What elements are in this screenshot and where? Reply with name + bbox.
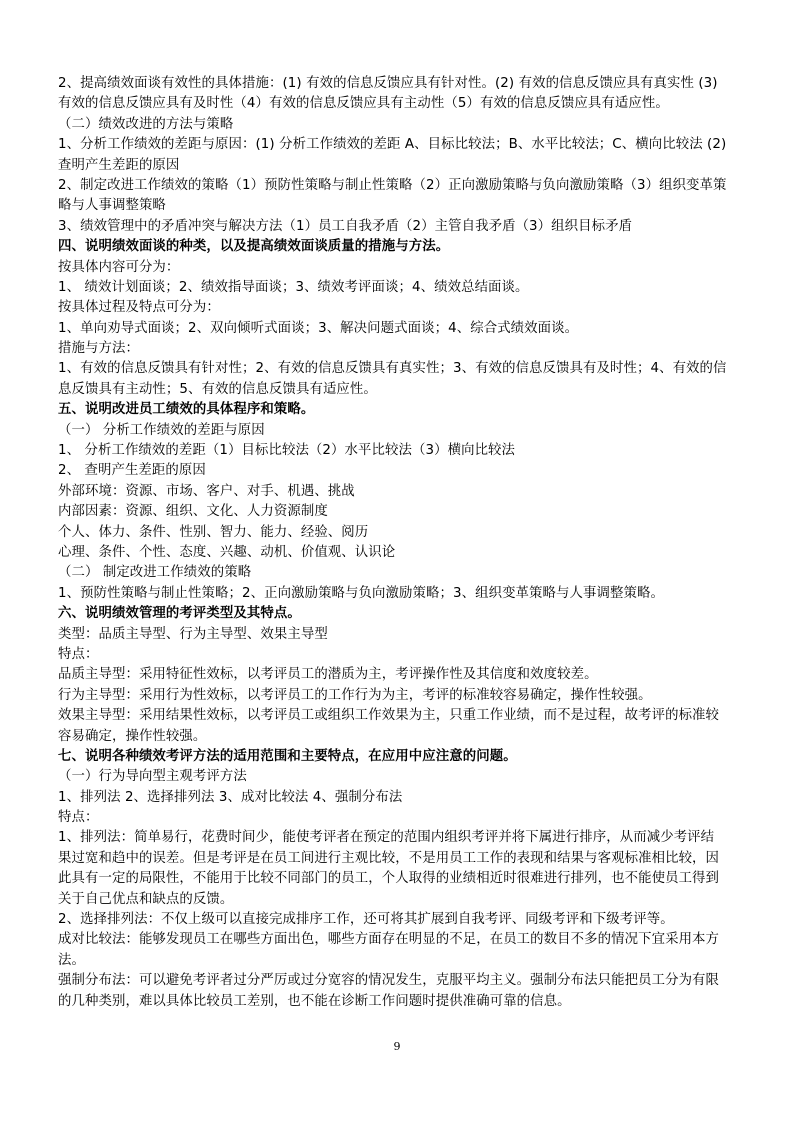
text-line: 果过宽和趋中的误差。但是考评是在员工间进行主观比较，不是用员工工作的表现和结果与客观标准相比较，因 [58, 850, 720, 866]
section-heading: 五、说明改进员工绩效的具体程序和策略。 [58, 402, 315, 418]
text-line: 行为主导型：采用行为性效标，以考评员工的工作行为为主，考评的标准较容易确定，操作性较强。 [58, 687, 652, 703]
section-heading: 六、说明绩效管理的考评类型及其特点。 [58, 606, 301, 622]
text-line: （一）行为导向型主观考评方法 [58, 769, 247, 785]
text-line: 1、有效的信息反馈具有针对性；2、有效的信息反馈具有真实性；3、有效的信息反馈具有及时性；4、有效的信 [58, 361, 727, 377]
text-line: 成对比较法：能够发现员工在哪些方面出色，哪些方面存在明显的不足，在员工的数目不多的情况下宜采用本方 [58, 932, 720, 948]
section-heading: 四、说明绩效面谈的种类，以及提高绩效面谈质量的措施与方法。 [58, 239, 450, 255]
text-line: 的几种类别，难以具体比较员工差别，也不能在诊断工作问题时提供准确可靠的信息。 [58, 993, 571, 1009]
text-line: 强制分布法：可以避免考评者过分严厉或过分宽容的情况发生，克服平均主义。强制分布法只能把员工分为有限 [58, 973, 720, 989]
text-line: 效果主导型：采用结果性效标，以考评员工或组织工作效果为主，只重工作业绩，而不是过程，故考评的标准较 [58, 708, 720, 724]
text-line: 1、单向劝导式面谈；2、双向倾听式面谈；3、解决问题式面谈；4、综合式绩效面谈。 [58, 320, 579, 336]
text-line: 1、排列法 2、选择排列法 3、成对比较法 4、强制分布法 [58, 789, 403, 805]
document-body [58, 74, 740, 1012]
text-line: 特点： [58, 810, 99, 826]
text-line: 特点： [58, 646, 99, 662]
text-line: （二） 制定改进工作绩效的策略 [58, 565, 252, 581]
text-line: 心理、条件、个性、态度、兴趣、动机、价值观、认识论 [58, 544, 396, 560]
text-line: （二）绩效改进的方法与策略 [58, 116, 234, 132]
text-line: 容易确定，操作性较强。 [58, 728, 207, 744]
text-line: 1、排列法：简单易行，花费时间少，能使考评者在预定的范围内组织考评并将下属进行排序，从而减少考评结 [58, 830, 715, 846]
text-line: 1、预防性策略与制止性策略；2、正向激励策略与负向激励策略；3、组织变革策略与人事调整策略。 [58, 585, 664, 601]
text-line: 2、 查明产生差距的原因 [58, 463, 206, 479]
text-line: 措施与方法： [58, 341, 139, 357]
text-line: （一） 分析工作绩效的差距与原因 [58, 422, 265, 438]
text-line: 有效的信息反馈应具有及时性（4）有效的信息反馈应具有主动性（5）有效的信息反馈应具有适应性。 [58, 96, 669, 112]
text-line: 查明产生差距的原因 [58, 157, 180, 173]
text-line: 按具体过程及特点可分为： [58, 300, 220, 316]
text-line: 1、 绩效计划面谈；2、绩效指导面谈；3、绩效考评面谈；4、绩效总结面谈。 [58, 279, 529, 295]
text-line: 此具有一定的局限性，不能用于比较不同部门的员工，个人取得的业绩相近时很难进行排列，也不能使员工得到 [58, 871, 720, 887]
text-line: 个人、体力、条件、性别、智力、能力、经验、阅历 [58, 524, 369, 540]
text-line: 1、 分析工作绩效的差距（1）目标比较法（2）水平比较法（3）横向比较法 [58, 443, 516, 459]
text-line: 类型：品质主导型、行为主导型、效果主导型 [58, 626, 328, 642]
page-number: 9 [393, 1040, 401, 1053]
text-line: 内部因素：资源、组织、文化、人力资源制度 [58, 504, 328, 520]
text-line: 法。 [58, 952, 85, 968]
text-line: 2、选择排列法：不仅上级可以直接完成排序工作，还可将其扩展到自我考评、同级考评和下级考评等。 [58, 912, 674, 928]
text-line: 息反馈具有主动性；5、有效的信息反馈具有适应性。 [58, 381, 377, 397]
text-line: 品质主导型：采用特征性效标，以考评员工的潜质为主，考评操作性及其信度和效度较差。 [58, 667, 598, 683]
text-line: 按具体内容可分为： [58, 259, 180, 275]
text-line: 外部环境：资源、市场、客户、对手、机遇、挑战 [58, 483, 355, 499]
text-line: 3、绩效管理中的矛盾冲突与解决方法（1）员工自我矛盾（2）主管自我矛盾（3）组织目标矛盾 [58, 218, 633, 234]
text-line: 略与人事调整策略 [58, 198, 166, 214]
text-line: 2、提高绩效面谈有效性的具体措施：(1) 有效的信息反馈应具有针对性。(2) 有效的信息反馈应具有真实性 (3) [58, 76, 718, 91]
text-line: 2、制定改进工作绩效的策略（1）预防性策略与制止性策略（2）正向激励策略与负向激励策略（3）组织变革策 [58, 177, 727, 193]
text-line: 1、分析工作绩效的差距与原因：(1) 分析工作绩效的差距 A、目标比较法；B、水平比较法；C、横向比较法 (2) [58, 137, 727, 153]
section-heading: 七、说明各种绩效考评方法的适用范围和主要特点，在应用中应注意的问题。 [58, 748, 517, 764]
text-line: 关于自己优点和缺点的反馈。 [58, 891, 234, 907]
